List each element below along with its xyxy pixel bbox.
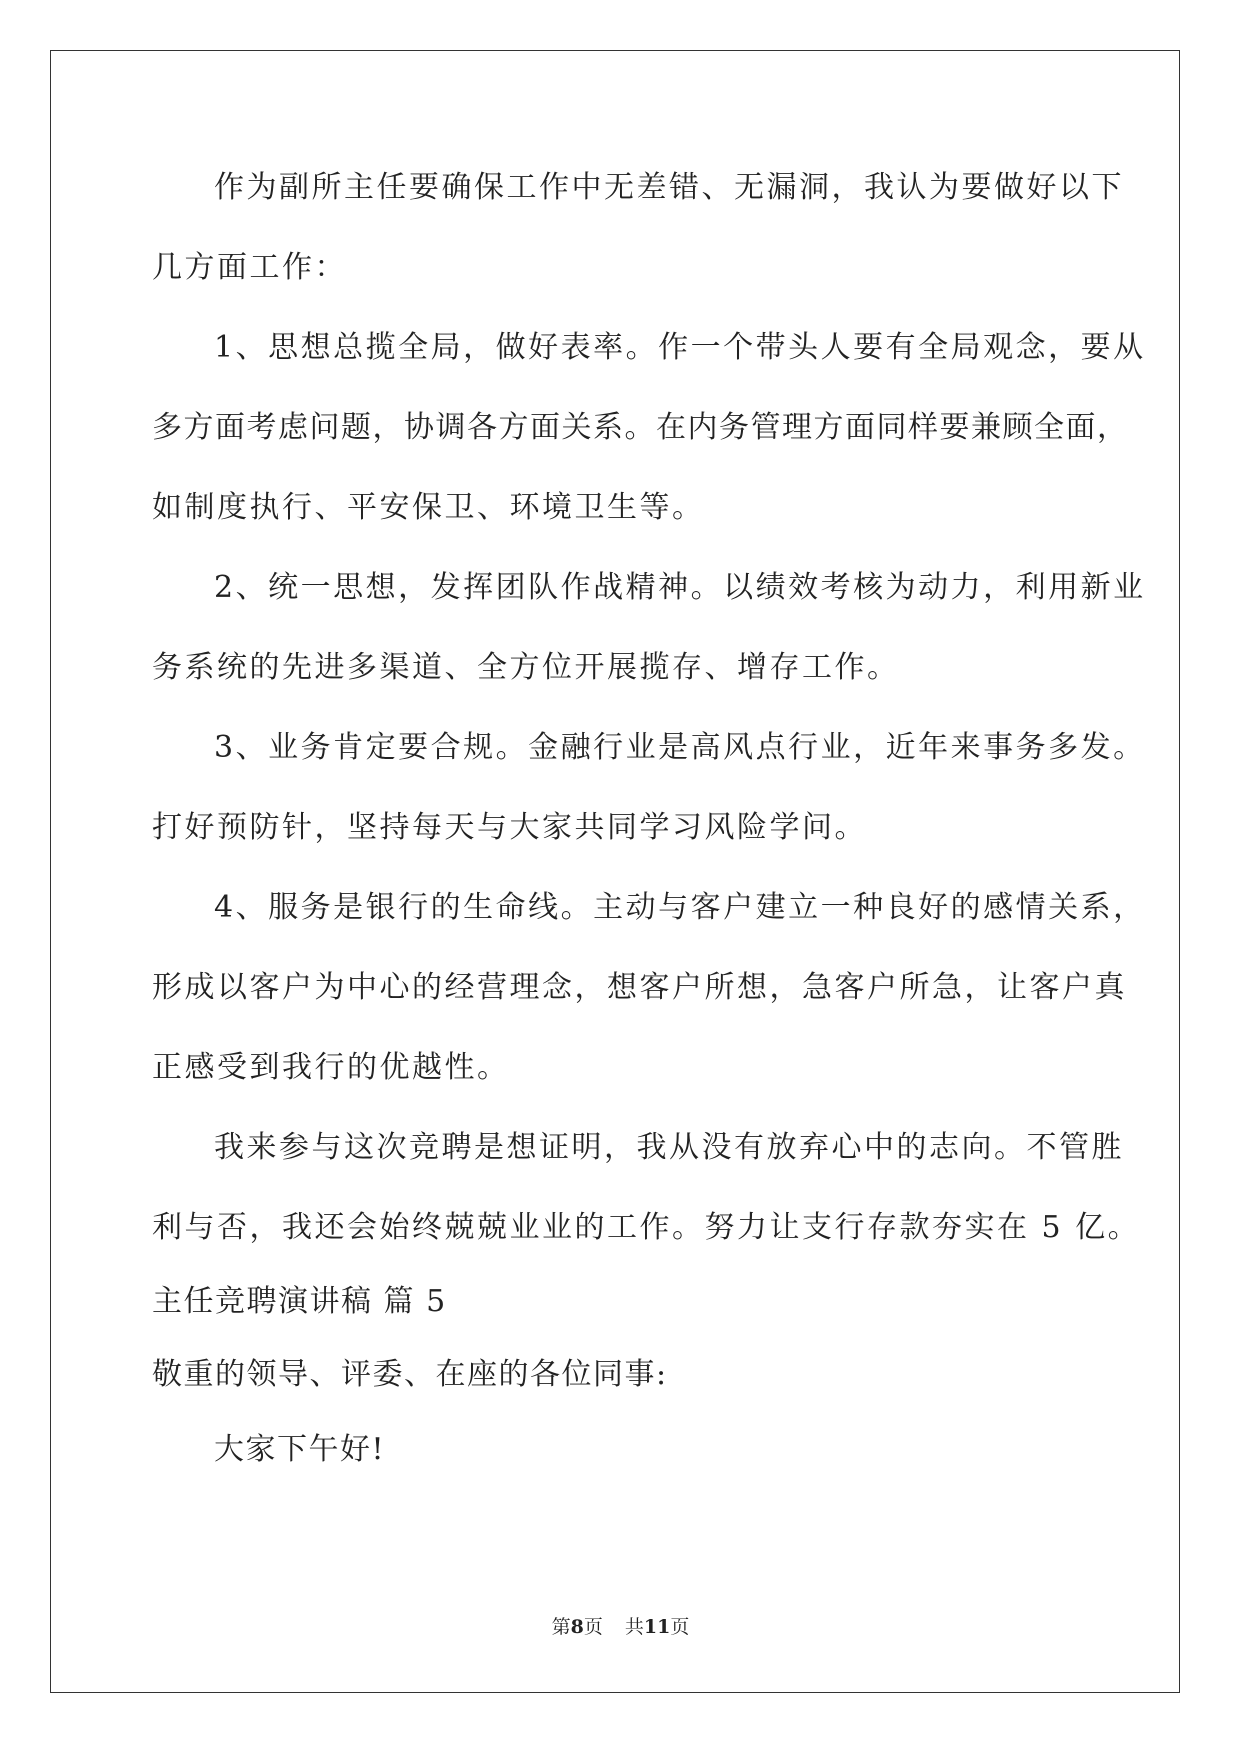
paragraph-line: 务系统的先进多渠道、全方位开展揽存、增存工作。 bbox=[152, 650, 900, 685]
paragraph-line: 几方面工作： bbox=[152, 250, 347, 285]
page-suffix: 页 bbox=[583, 1616, 603, 1638]
paragraph-line: 3、业务肯定要合规。金融行业是高风点行业，近年来事务多发。 bbox=[214, 730, 1146, 765]
paragraph-line: 2、统一思想，发挥团队作战精神。以绩效考核为动力，利用新业 bbox=[214, 570, 1146, 605]
paragraph-line: 4、服务是银行的生命线。主动与客户建立一种良好的感情关系， bbox=[214, 890, 1146, 925]
total-pages: 11 bbox=[643, 1616, 671, 1638]
page-footer bbox=[0, 1615, 1241, 1639]
page-prefix: 第 bbox=[551, 1616, 571, 1638]
paragraph-line: 形成以客户为中心的经营理念，想客户所想，急客户所急，让客户真 bbox=[152, 970, 1127, 1005]
page-number: 8 bbox=[570, 1616, 584, 1638]
paragraph-line: 我来参与这次竞聘是想证明，我从没有放弃心中的志向。不管胜 bbox=[214, 1130, 1124, 1165]
section-title: 主任竞聘演讲稿 篇 5 bbox=[152, 1284, 447, 1319]
greeting: 大家下午好! bbox=[214, 1432, 386, 1467]
paragraph-line: 1、思想总揽全局，做好表率。作一个带头人要有全局观念，要从 bbox=[214, 330, 1146, 365]
total-suffix: 页 bbox=[670, 1616, 690, 1638]
paragraph-line: 正感受到我行的优越性。 bbox=[152, 1050, 510, 1085]
salutation: 敬重的领导、评委、在座的各位同事: bbox=[152, 1357, 668, 1392]
paragraph-line: 如制度执行、平安保卫、环境卫生等。 bbox=[152, 490, 705, 525]
paragraph-line: 打好预防针，坚持每天与大家共同学习风险学问。 bbox=[152, 810, 867, 845]
paragraph-line: 利与否，我还会始终兢兢业业的工作。努力让支行存款夯实在 5 亿。 bbox=[152, 1210, 1141, 1245]
total-prefix: 共 bbox=[624, 1616, 644, 1638]
paragraph-line: 多方面考虑问题，协调各方面关系。在内务管理方面同样要兼顾全面， bbox=[152, 410, 1129, 445]
paragraph-line: 作为副所主任要确保工作中无差错、无漏洞，我认为要做好以下 bbox=[214, 170, 1124, 205]
